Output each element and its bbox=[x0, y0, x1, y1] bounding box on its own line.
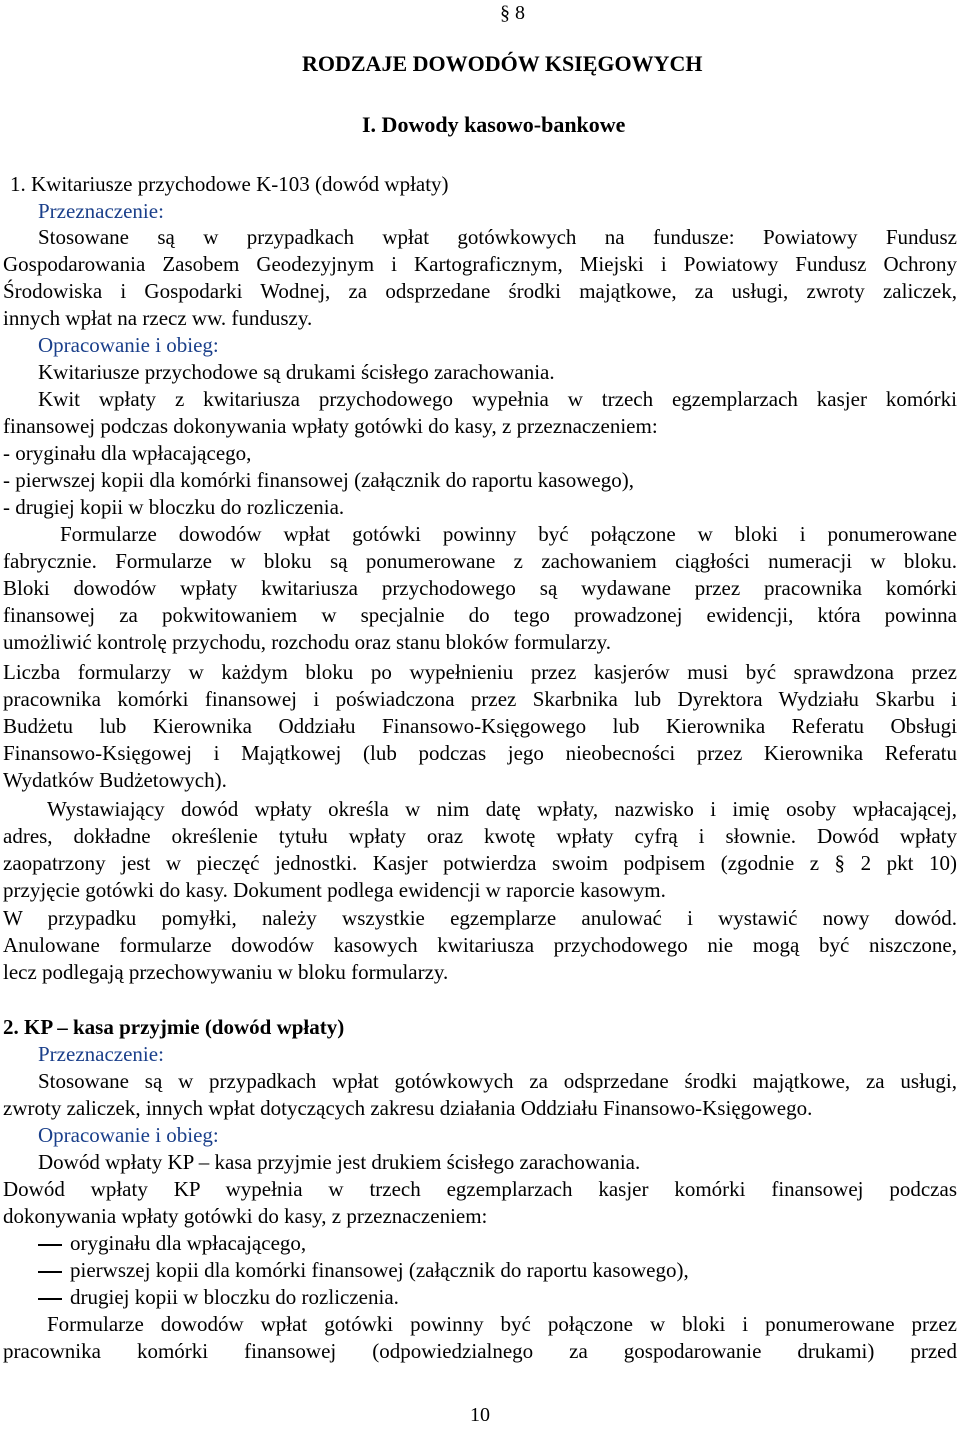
s1-p7-line: lecz podlegają przechowywaniu w bloku formularzy. bbox=[3, 960, 449, 984]
s2-p4-line: pracownika komórki finansowej (odpowiedzialnego za gospodarowanie drukami) przed bbox=[3, 1339, 957, 1363]
s1-p6-line: przyjęcie gotówki do kasy. Dokument podlega ewidencji w raporcie kasowym. bbox=[3, 878, 666, 902]
s2-list-item: pierwszej kopii dla komórki finansowej (załącznik do raportu kasowego), bbox=[70, 1258, 689, 1282]
s1-p6-line: zaopatrzony jest w pieczęć jednostki. Kasjer potwierdza swoim podpisem (zgodnie z § 2 pkt 10) bbox=[3, 851, 957, 875]
section-2-heading: 2. KP – kasa przyjmie (dowód wpłaty) bbox=[3, 1015, 345, 1039]
s1-p5-line: Liczba formularzy w każdym bloku po wypełnieniu przez kasjerów musi być sprawdzona przez bbox=[3, 660, 957, 684]
s1-p1-line: innych wpłat na rzecz ww. funduszy. bbox=[3, 306, 313, 330]
s1-p5-line: pracownika komórki finansowej i poświadczona przez Skarbnika lub Dyrektora Wydziału Skarbu i bbox=[3, 687, 957, 711]
s2-p3-line: Dowód wpłaty KP wypełnia w trzech egzemplarzach kasjer komórki finansowej podczas bbox=[3, 1177, 957, 1201]
s1-purpose-label: Przeznaczenie: bbox=[38, 199, 164, 223]
s2-list-item: oryginału dla wpłacającego, bbox=[70, 1231, 307, 1255]
page-number: 10 bbox=[470, 1404, 490, 1426]
s1-p4-line: Bloki dowodów wpłaty kwitariusza przychodowego są wydawane przez pracownika komórki bbox=[3, 576, 957, 600]
s1-p2: Kwitariusze przychodowe są drukami ścisłego zarachowania. bbox=[38, 360, 555, 384]
list-dash-icon bbox=[38, 1271, 62, 1273]
s1-p5-line: Wydatków Budżetowych). bbox=[3, 768, 227, 792]
s1-p1-line: Gospodarowania Zasobem Geodezyjnym i Kartograficznym, Miejski i Powiatowy Fundusz Ochrony bbox=[3, 252, 957, 276]
s1-list-item: - pierwszej kopii dla komórki finansowej (załącznik do raportu kasowego), bbox=[3, 468, 634, 492]
s1-p3-line: finansowej podczas dokonywania wpłaty gotówki do kasy, z przeznaczeniem: bbox=[3, 414, 658, 438]
s1-p5-line: Finansowo-Księgowej i Majątkowej (lub podczas jego nieobecności przez Kierownika Referatu bbox=[3, 741, 957, 765]
s2-p3-line: dokonywania wpłaty gotówki do kasy, z przeznaczeniem: bbox=[3, 1204, 488, 1228]
s1-p5-line: Budżetu lub Kierownika Oddziału Finansowo-Księgowego lub Kierownika Referatu Obsługi bbox=[3, 714, 957, 738]
s2-p1-line: Stosowane są w przypadkach wpłat gotówkowych za odsprzedane środki majątkowe, za usługi, bbox=[38, 1069, 957, 1093]
s1-p4-line: finansowej za pokwitowaniem w specjalnie do tego prowadzonej ewidencji, która powinna bbox=[3, 603, 957, 627]
s2-p1-line: zwroty zaliczek, innych wpłat dotyczących zakresu działania Oddziału Finansowo-Księgowego. bbox=[3, 1096, 813, 1120]
s1-p6-line: adres, dokładne określenie tytułu wpłaty oraz kwotę wpłaty cyfrą i słownie. Dowód wpłaty bbox=[3, 824, 957, 848]
s1-p4-line: fabrycznie. Formularze w bloku są ponumerowane z zachowaniem ciągłości numeracji w bloku. bbox=[3, 549, 957, 573]
s1-list-item: - oryginału dla wpłacającego, bbox=[3, 441, 252, 465]
s2-list-item: drugiej kopii w bloczku do rozliczenia. bbox=[70, 1285, 399, 1309]
s1-p6-line: Wystawiający dowód wpłaty określa w nim datę wpłaty, nazwisko i imię osoby wpłacającej, bbox=[47, 797, 957, 821]
s1-p1-line: Stosowane są w przypadkach wpłat gotówkowych na fundusze: Powiatowy Fundusz bbox=[38, 225, 957, 249]
section-1-heading: 1. Kwitariusze przychodowe K-103 (dowód wpłaty) bbox=[10, 172, 449, 196]
s2-p2: Dowód wpłaty KP – kasa przyjmie jest drukiem ścisłego zarachowania. bbox=[38, 1150, 641, 1174]
s1-p3-line: Kwit wpłaty z kwitariusza przychodowego wypełnia w trzech egzemplarzach kasjer komórki bbox=[38, 387, 957, 411]
s1-p4-line: umożliwić kontrolę przychodu, rozchodu oraz stanu bloków formularzy. bbox=[3, 630, 612, 654]
s2-workflow-label: Opracowanie i obieg: bbox=[38, 1123, 219, 1147]
s1-workflow-label: Opracowanie i obieg: bbox=[38, 333, 219, 357]
s1-p7-line: Anulowane formularze dowodów kasowych kwitariusza przychodowego nie mogą być niszczone, bbox=[3, 933, 957, 957]
s1-p4-line: Formularze dowodów wpłat gotówki powinny być połączone w bloki i ponumerowane bbox=[60, 522, 957, 546]
document-title: RODZAJE DOWODÓW KSIĘGOWYCH bbox=[302, 51, 703, 76]
s2-p4-line: Formularze dowodów wpłat gotówki powinny być połączone w bloki i ponumerowane przez bbox=[47, 1312, 957, 1336]
document-subtitle: I. Dowody kasowo-bankowe bbox=[362, 112, 626, 137]
list-dash-icon bbox=[38, 1244, 62, 1246]
list-dash-icon bbox=[38, 1298, 62, 1300]
s2-purpose-label: Przeznaczenie: bbox=[38, 1042, 164, 1066]
s1-p7-line: W przypadku pomyłki, należy wszystkie egzemplarze anulować i wystawić nowy dowód. bbox=[3, 906, 957, 930]
s1-p1-line: Środowiska i Gospodarki Wodnej, za odsprzedane środki majątkowe, za usługi, zwroty zaliczek, bbox=[3, 279, 957, 303]
s1-list-item: - drugiej kopii w bloczku do rozliczenia. bbox=[3, 495, 345, 519]
section-mark: § 8 bbox=[500, 2, 525, 24]
